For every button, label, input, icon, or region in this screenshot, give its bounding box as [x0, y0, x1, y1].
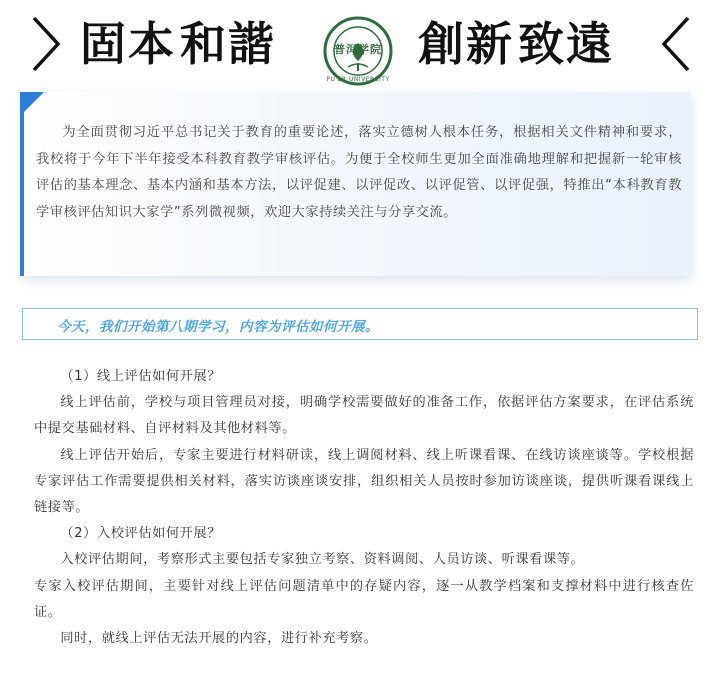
section-heading-onsite: （2）入校评估如何开展？ — [60, 526, 222, 542]
svg-text:PU'ER UNIVERSITY: PU'ER UNIVERSITY — [326, 76, 390, 83]
paragraph-online-after: 线上评估开始后，专家主要进行材料研读，线上调阅材料、线上听课看课、在线访谈座谈等。学校根据专家评估工作需要提供相关材料，落实访谈座谈安排，组织相关人员按时参加访谈座谈，提供听课看课线上链接等。 — [34, 447, 694, 516]
article-body — [34, 364, 694, 652]
slogan-word-2: 和諧 — [180, 17, 276, 71]
intro-box — [20, 92, 690, 276]
slogan-word-3: 創新 — [418, 17, 514, 71]
slogan-word-1: 固本 — [80, 17, 176, 71]
section-heading-online: （1）线上评估如何开展？ — [60, 369, 222, 384]
chevron-left-icon — [658, 14, 692, 74]
paragraph-supplementary: 同时，就线上评估无法开展的内容，进行补充考察。 — [60, 631, 378, 647]
intro-paragraph: 为全面贯彻习近平总书记关于教育的重要论述，落实立德树人根本任务，根据相关文件精神和要求，我校将于今年下半年接受本科教育教学审核评估。为便于全校师生更加全面准确地理解和把握新一轮审核评估的基本理念、基本内涵和基本方法，以评促建、以评促改、以评促管、以评促强，特推出“本科教育教学审核评估知识大家学”系列微视频，欢迎大家持续关注与分享交流。 — [36, 125, 682, 220]
header-banner — [0, 0, 727, 88]
slogan-word-4: 致遠 — [518, 17, 614, 71]
paragraph-online-before: 线上评估前，学校与项目管理员对接，明确学校需要做好的准备工作，依据评估方案要求，在评估系统中提交基础材料、自评材料及其他材料等。 — [34, 395, 694, 437]
chevron-right-icon — [30, 14, 64, 74]
university-emblem — [322, 15, 394, 87]
highlight-banner — [22, 308, 698, 340]
highlight-text: 今天，我们开始第八期学习，内容为评估如何开展。 — [57, 319, 379, 335]
emblem-top-text: 普洱学院 — [334, 43, 382, 56]
paragraph-onsite-forms: 入校评估期间，考察形式主要包括专家独立考察、资料调阅、人员访谈、听课看课等。 — [60, 552, 585, 568]
corner-accent — [24, 92, 44, 112]
paragraph-onsite-verification: 专家入校评估期间，主要针对线上评估问题清单中的存疑内容，逐一从教学档案和支撑材料中进行核查佐证。 — [34, 578, 694, 620]
